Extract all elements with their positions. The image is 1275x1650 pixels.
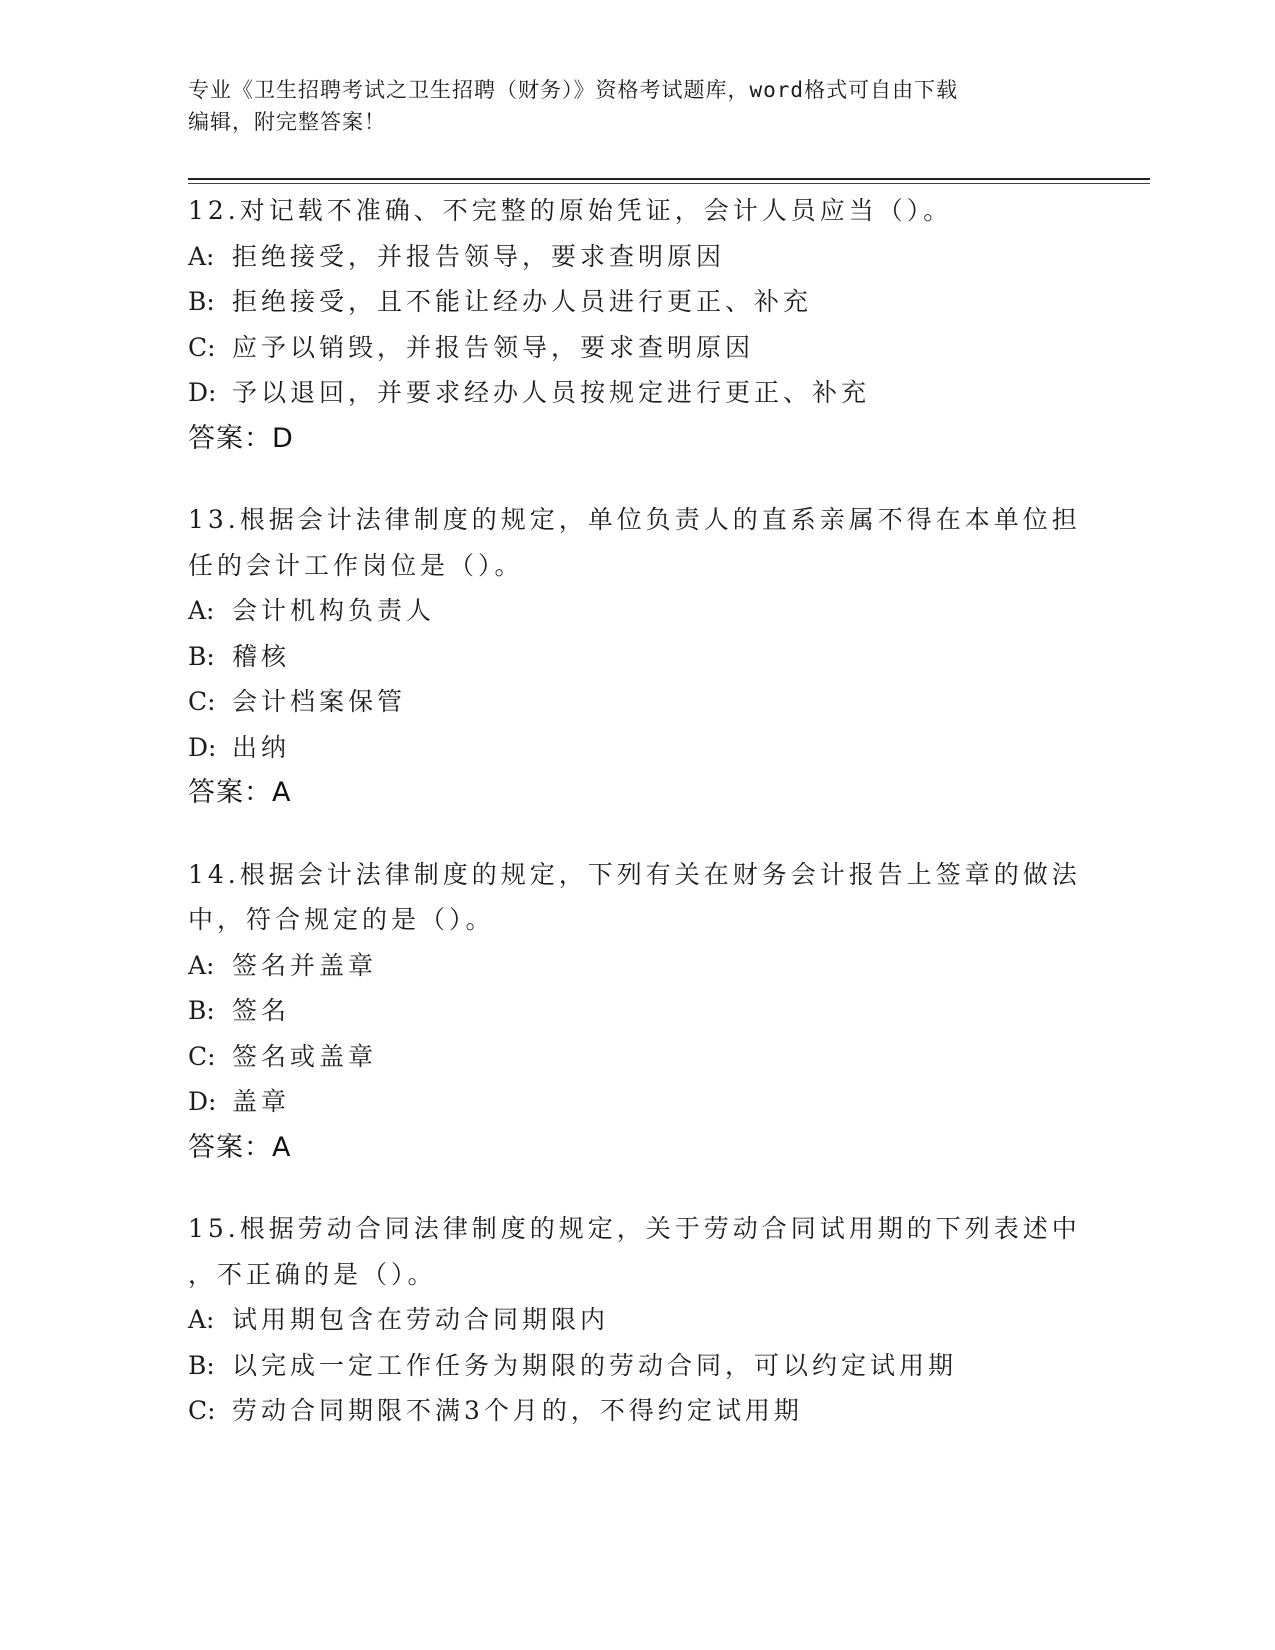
option-text: 劳动合同期限不满3个月的，不得约定试用期 bbox=[232, 1396, 803, 1425]
option-d bbox=[188, 725, 1088, 771]
option-d bbox=[188, 370, 1088, 416]
option-letter: C: bbox=[188, 332, 216, 362]
question-list bbox=[188, 188, 1088, 1470]
option-letter: D: bbox=[188, 378, 217, 407]
option-letter: C: bbox=[188, 1396, 216, 1425]
option-c bbox=[188, 1388, 1088, 1434]
question-12 bbox=[188, 188, 1088, 461]
option-text: 试用期包含在劳动合同期限内 bbox=[232, 1305, 610, 1334]
header-line-1: 专业《卫生招聘考试之卫生招聘（财务）》资格考试题库，word格式可自由下载 bbox=[188, 78, 959, 102]
question-stem: 14.根据会计法律制度的规定，下列有关在财务会计报告上签章的做法 bbox=[188, 859, 1081, 889]
option-text: 会计机构负责人 bbox=[232, 596, 436, 625]
option-c bbox=[188, 325, 1088, 371]
document-header bbox=[188, 74, 1088, 138]
header-line-2: 编辑，附完整答案！ bbox=[188, 110, 386, 134]
option-b bbox=[188, 988, 1088, 1034]
question-13 bbox=[188, 497, 1088, 816]
option-a bbox=[188, 1297, 1088, 1343]
option-text: 签名并盖章 bbox=[232, 950, 378, 980]
answer-line: 答案：A bbox=[188, 777, 292, 808]
question-14 bbox=[188, 852, 1088, 1171]
option-letter: C: bbox=[188, 687, 216, 716]
option-letter: A: bbox=[188, 950, 215, 980]
option-letter: B: bbox=[188, 1350, 215, 1380]
option-letter: A: bbox=[188, 241, 215, 271]
option-d bbox=[188, 1079, 1088, 1125]
option-letter: A: bbox=[188, 596, 215, 625]
option-text: 签名 bbox=[232, 996, 291, 1025]
option-text: 签名或盖章 bbox=[232, 1041, 378, 1071]
question-stem: 12.对记载不准确、不完整的原始凭证，会计人员应当（）。 bbox=[188, 196, 953, 225]
option-text: 拒绝接受，并报告领导，要求查明原因 bbox=[232, 241, 726, 271]
option-c bbox=[188, 1034, 1088, 1080]
question-stem: 13.根据会计法律制度的规定，单位负责人的直系亲属不得在本单位担 bbox=[188, 505, 1081, 534]
question-stem-continued: 中，符合规定的是（）。 bbox=[188, 905, 495, 934]
question-stem: 15.根据劳动合同法律制度的规定，关于劳动合同试用期的下列表述中 bbox=[188, 1214, 1081, 1243]
header-divider-thick bbox=[188, 178, 1150, 180]
option-letter: D: bbox=[188, 1087, 217, 1116]
option-a bbox=[188, 234, 1088, 280]
option-b bbox=[188, 634, 1088, 680]
option-c bbox=[188, 679, 1088, 725]
option-letter: D: bbox=[188, 732, 217, 762]
option-letter: C: bbox=[188, 1041, 216, 1071]
option-b bbox=[188, 279, 1088, 325]
option-letter: B: bbox=[188, 641, 215, 671]
option-text: 拒绝接受，且不能让经办人员进行更正、补充 bbox=[232, 287, 813, 316]
option-text: 稽核 bbox=[232, 641, 291, 671]
answer-line: 答案：D bbox=[188, 422, 294, 454]
option-letter: B: bbox=[188, 996, 215, 1025]
option-letter: B: bbox=[188, 287, 215, 316]
option-text: 会计档案保管 bbox=[232, 687, 407, 716]
question-stem-continued: ，不正确的是（）。 bbox=[188, 1259, 437, 1289]
option-text: 盖章 bbox=[232, 1087, 291, 1116]
answer-line: 答案：A bbox=[188, 1131, 292, 1163]
question-stem-continued: 任的会计工作岗位是（）。 bbox=[188, 550, 524, 580]
option-a bbox=[188, 588, 1088, 634]
option-text: 应予以销毁，并报告领导，要求查明原因 bbox=[232, 332, 755, 362]
option-a bbox=[188, 943, 1088, 989]
option-text: 以完成一定工作任务为期限的劳动合同，可以约定试用期 bbox=[232, 1350, 958, 1380]
header-divider-thin bbox=[188, 183, 1150, 184]
option-letter: A: bbox=[188, 1305, 215, 1334]
option-b bbox=[188, 1343, 1088, 1389]
option-text: 出纳 bbox=[232, 732, 291, 762]
option-text: 予以退回，并要求经办人员按规定进行更正、补充 bbox=[232, 378, 871, 407]
question-15 bbox=[188, 1206, 1088, 1434]
